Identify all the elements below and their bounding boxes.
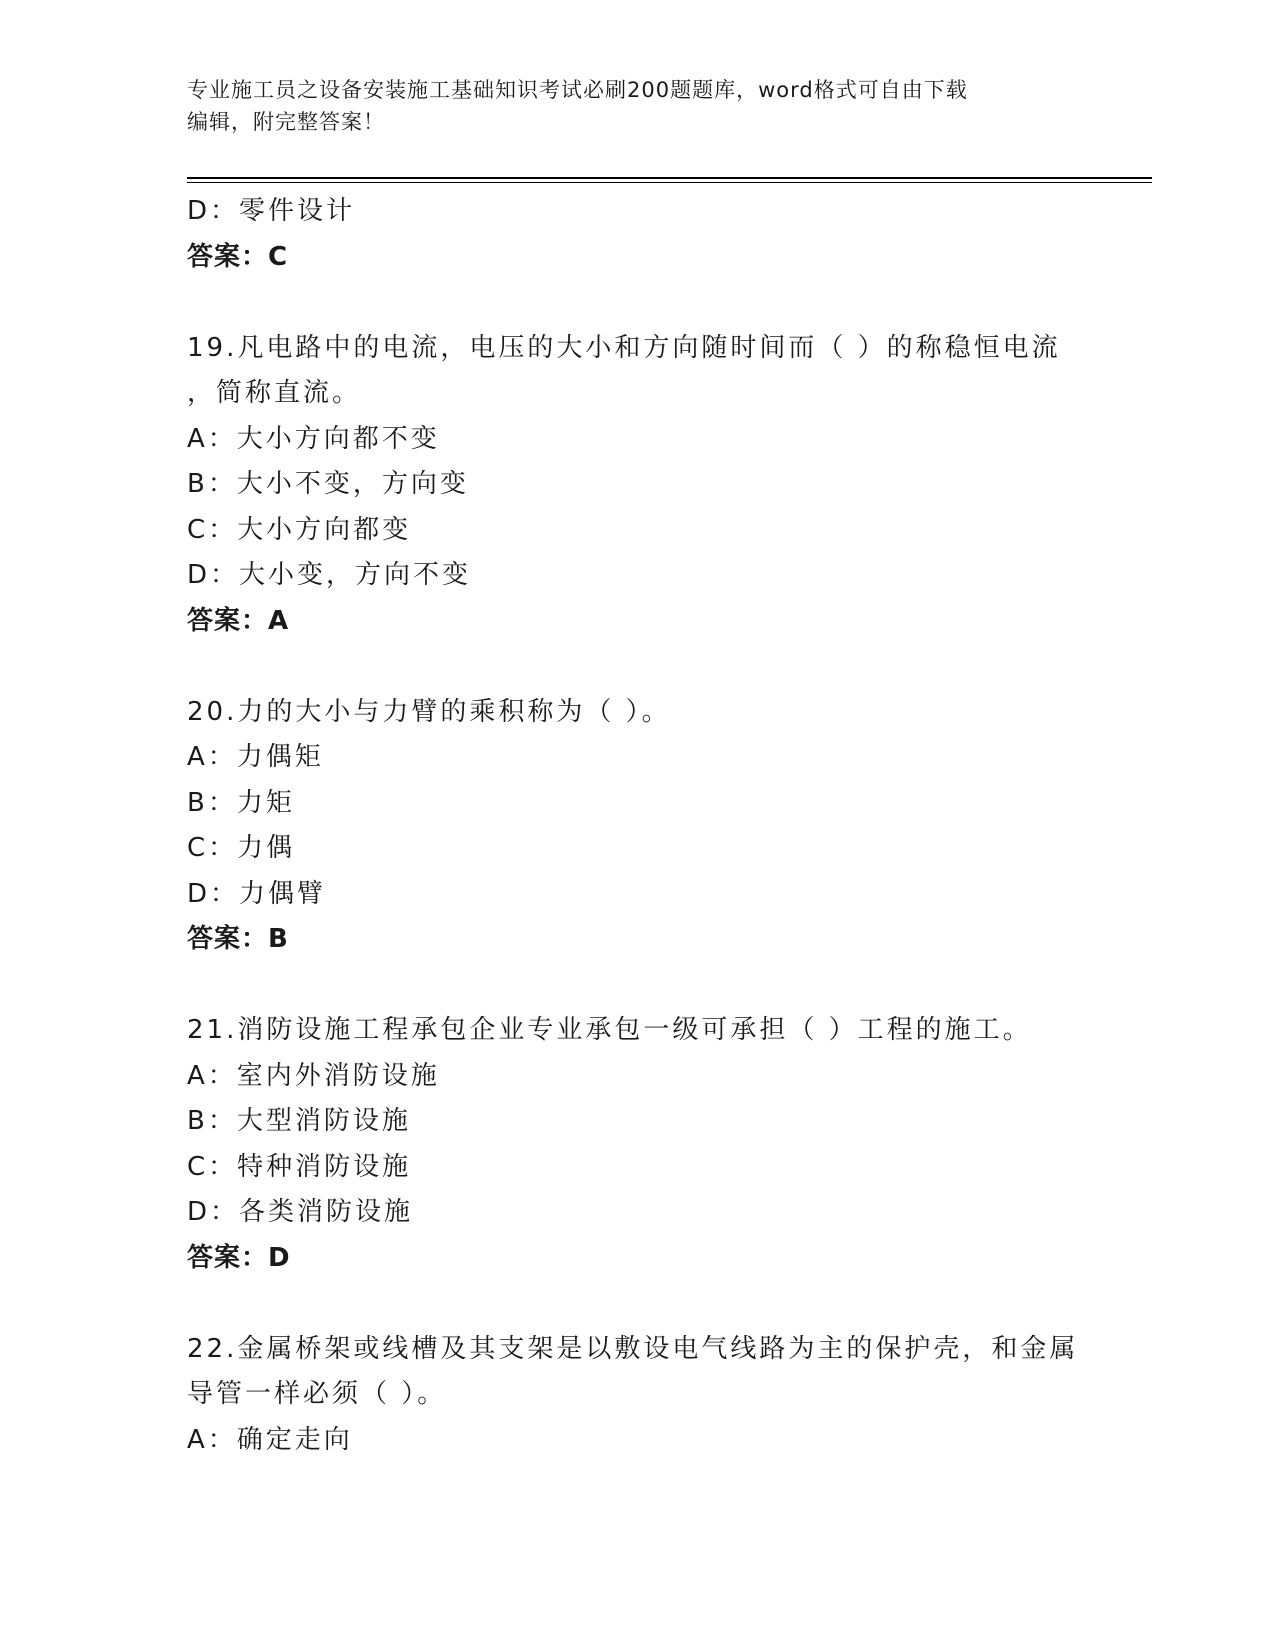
option-d: D：大小变，方向不变 xyxy=(187,560,472,590)
spacer xyxy=(187,1281,1087,1327)
option-a: A：室内外消防设施 xyxy=(187,1060,440,1091)
question-22 xyxy=(187,1327,1087,1464)
option-a: A：确定走向 xyxy=(187,1424,353,1455)
question-stem: 22.金属桥架或线槽及其支架是以敷设电气线路为主的保护壳，和金属 xyxy=(187,1333,1079,1364)
answer-label: 答案：A xyxy=(187,605,290,636)
question-20 xyxy=(187,690,1087,963)
spacer xyxy=(187,963,1087,1009)
option-c: C：特种消防设施 xyxy=(187,1151,412,1182)
option-a: A：力偶矩 xyxy=(187,742,324,772)
option-d: D：零件设计 xyxy=(187,196,356,226)
header-divider-thin xyxy=(187,182,1152,183)
answer-label: 答案：B xyxy=(187,924,289,954)
question-18-tail xyxy=(187,189,1087,280)
option-c: C：力偶 xyxy=(187,833,296,863)
answer-label: 答案：C xyxy=(187,241,289,272)
option-c: C：大小方向都变 xyxy=(187,514,412,545)
question-21 xyxy=(187,1008,1087,1281)
question-19 xyxy=(187,326,1087,645)
option-b: B：力矩 xyxy=(187,787,295,818)
spacer xyxy=(187,280,1087,326)
header-title-line-2: 编辑，附完整答案！ xyxy=(187,110,385,134)
option-b: B：大型消防设施 xyxy=(187,1106,411,1136)
answer-label: 答案：D xyxy=(187,1242,291,1273)
question-list xyxy=(187,189,1087,1463)
option-d: D：各类消防设施 xyxy=(187,1197,414,1227)
header-divider-thick xyxy=(187,177,1152,179)
option-a: A：大小方向都不变 xyxy=(187,423,440,454)
page-header xyxy=(187,74,1067,138)
question-stem: 20.力的大小与力臂的乘积称为（ ）。 xyxy=(187,696,671,727)
option-b: B：大小不变，方向变 xyxy=(187,469,469,499)
spacer xyxy=(187,644,1087,690)
question-stem-continued: ，简称直流。 xyxy=(187,378,362,408)
header-title-line-1: 专业施工员之设备安装施工基础知识考试必刷200题题库，word格式可自由下载 xyxy=(187,78,968,102)
question-stem: 19.凡电路中的电流，电压的大小和方向随时间而（ ）的称稳恒电流 xyxy=(187,332,1061,363)
question-stem: 21.消防设施工程承包企业专业承包一级可承担（ ）工程的施工。 xyxy=(187,1015,1032,1045)
question-stem-continued: 导管一样必须（ ）。 xyxy=(187,1379,447,1409)
option-d: D：力偶臂 xyxy=(187,878,327,909)
